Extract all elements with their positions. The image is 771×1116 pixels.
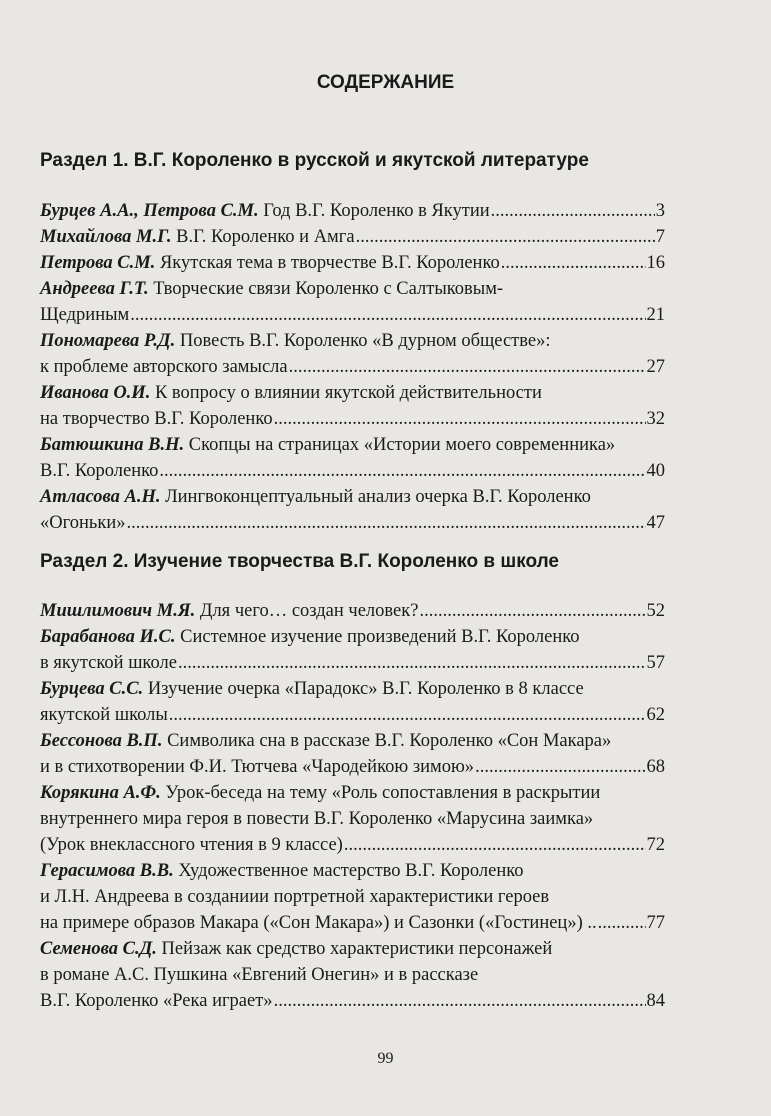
- toc-entry-author: Бессонова В.П.: [40, 731, 163, 751]
- toc-page-number: 52: [646, 601, 665, 621]
- toc-entry-line: [40, 754, 665, 780]
- toc-page-number: 77: [646, 913, 665, 933]
- toc-entry-line: [40, 832, 665, 858]
- toc-entry-line: [40, 702, 665, 728]
- toc-dot-leader: [289, 354, 646, 380]
- toc-page-number: 57: [646, 653, 665, 673]
- toc-entry-title-end: на творчество В.Г. Короленко: [40, 409, 273, 429]
- toc-entry-first-text: [40, 679, 584, 699]
- toc-entry-text-line: [40, 728, 665, 754]
- toc-entry-title: Символика сна в рассказе В.Г. Короленко «Сон Макара»: [162, 731, 612, 751]
- toc-entry-text-line: [40, 328, 665, 354]
- toc-entry-line: [40, 988, 665, 1014]
- toc-entry-title-end: в якутской школе: [40, 653, 177, 673]
- toc-entry-author: Барабанова И.С.: [40, 627, 176, 647]
- toc-entry-title-continued: в романе А.С. Пушкина «Евгений Онегин» и в рассказе: [40, 965, 479, 985]
- section-2-title: Раздел 2. Изучение творчества В.Г. Короленко в школе: [40, 551, 560, 572]
- toc-page-number: 62: [646, 705, 665, 725]
- toc-entry-title: Творческие связи Короленко с Салтыковым-: [148, 279, 504, 299]
- toc-entry-text-line: [40, 936, 665, 962]
- toc-entry-first-text: [40, 383, 542, 403]
- toc-entry-title: Скопцы на страницах «Истории моего современника»: [184, 435, 616, 455]
- toc-entry-title-end: «Огоньки»: [40, 513, 126, 533]
- toc-page-number: 84: [646, 991, 665, 1011]
- toc-entry-line: [40, 198, 665, 224]
- toc-entry-title-end: якутской школы: [40, 705, 168, 725]
- toc-entry-first-text: [40, 487, 591, 507]
- toc-entry-first-text: [40, 224, 355, 250]
- toc-entry-title: Год В.Г. Короленко в Якутии: [258, 201, 490, 221]
- toc-entry-title-continued: и Л.Н. Андреева в созданиии портретной характеристики героев: [40, 887, 550, 907]
- toc-entry-first-text: [40, 731, 611, 751]
- toc-dot-leader: [356, 224, 655, 250]
- toc-dot-leader: [130, 302, 645, 328]
- toc-entry-title: Для чего… создан человек?: [195, 601, 419, 621]
- toc-dot-leader: [169, 702, 646, 728]
- toc-entry-author: Пономарева Р.Д.: [40, 331, 176, 351]
- toc-entry-author: Атласова А.Н.: [40, 487, 161, 507]
- toc-entry-line: [40, 302, 665, 328]
- toc-entry-first-text: [40, 598, 418, 624]
- toc-entry-line: [40, 406, 665, 432]
- toc-entry-first-text: [40, 861, 524, 881]
- toc-entry-title: Якутская тема в творчестве В.Г. Короленко: [155, 253, 500, 273]
- toc-entry-line: [40, 224, 665, 250]
- toc-page-number: 40: [646, 461, 665, 481]
- toc-entry-title: Художественное мастерство В.Г. Короленко: [173, 861, 524, 881]
- toc-entry-first-text: [40, 250, 500, 276]
- toc-entry-author: Бурцев А.А., Петрова С.М.: [40, 201, 259, 221]
- toc-entry-text-line: [40, 884, 665, 910]
- toc-entry-first-text: [40, 783, 600, 803]
- toc-page-number: 72: [646, 835, 665, 855]
- toc-entry-title-continued: внутреннего мира героя в повести В.Г. Короленко «Марусина заимка»: [40, 809, 594, 829]
- toc-entry-line: [40, 458, 665, 484]
- toc-entry-first-text: [40, 627, 580, 647]
- toc-page-number: 21: [646, 305, 665, 325]
- toc-entry-title: Повесть В.Г. Короленко «В дурном обществе»:: [175, 331, 551, 351]
- toc-entry-line: [40, 650, 665, 676]
- toc-entry-author: Корякина А.Ф.: [40, 783, 161, 803]
- toc-entry-text-line: [40, 432, 665, 458]
- toc-entry-text-line: [40, 780, 665, 806]
- toc-entry-title: Лингвоконцептуальный анализ очерка В.Г. Короленко: [160, 487, 591, 507]
- toc-entry-line: [40, 598, 665, 624]
- toc-dot-leader: [178, 650, 646, 676]
- toc-dot-leader: [344, 832, 646, 858]
- toc-entry-line: [40, 510, 665, 536]
- toc-entry-author: Андреева Г.Т.: [40, 279, 149, 299]
- toc-entry-text-line: [40, 962, 665, 988]
- toc-entry-first-text: [40, 939, 552, 959]
- toc-dot-leader: [419, 598, 645, 624]
- toc-entry-author: Михайлова М.Г.: [40, 227, 172, 247]
- toc-entry-title-end: В.Г. Короленко: [40, 461, 159, 481]
- toc-entry-title: К вопросу о влиянии якутской действительности: [150, 383, 542, 403]
- toc-dot-leader: [501, 250, 646, 276]
- toc-entry-title: Изучение очерка «Парадокс» В.Г. Короленко в 8 классе: [143, 679, 584, 699]
- toc-page-number: 7: [655, 227, 665, 247]
- section-1-title: Раздел 1. В.Г. Короленко в русской и якутской литературе: [40, 150, 589, 171]
- toc-entry-title-end: Щедриным: [40, 305, 130, 325]
- toc-entry-title-end: на примере образов Макара («Сон Макара») и Сазонки («Гостинец») ..: [40, 913, 597, 933]
- toc-entry-first-text: [40, 331, 550, 351]
- toc-page-number: 47: [646, 513, 665, 533]
- toc-entry-first-text: [40, 435, 615, 455]
- toc-dot-leader: [274, 406, 646, 432]
- toc-entry-title-end: к проблеме авторского замысла: [40, 357, 288, 377]
- toc-entry-title: Системное изучение произведений В.Г. Короленко: [175, 627, 580, 647]
- page-number: 99: [377, 1050, 394, 1067]
- toc-entry-title-end: и в стихотворении Ф.И. Тютчева «Чародейкою зимою»: [40, 757, 475, 777]
- toc-entry-line: [40, 910, 665, 936]
- toc-entry-author: Батюшкина В.Н.: [40, 435, 185, 455]
- toc-entry-first-text: [40, 198, 490, 224]
- toc-entry-text-line: [40, 624, 665, 650]
- toc-entry-author: Семенова С.Д.: [40, 939, 157, 959]
- toc-entry-title-end: (Урок внеклассного чтения в 9 классе): [40, 835, 343, 855]
- toc-dot-leader: [126, 510, 645, 536]
- toc-page-number: 68: [646, 757, 665, 777]
- toc-dot-leader: [159, 458, 645, 484]
- toc-page-number: 32: [646, 409, 665, 429]
- toc-dot-leader: [491, 198, 655, 224]
- toc-page-number: 3: [655, 201, 665, 221]
- toc-entry-author: Иванова О.И.: [40, 383, 151, 403]
- toc-page-number: 16: [646, 253, 665, 273]
- toc-entry-title: Пейзаж как средство характеристики персонажей: [156, 939, 553, 959]
- toc-dot-leader: [274, 988, 646, 1014]
- toc-entry-author: Бурцева С.С.: [40, 679, 144, 699]
- toc-entry-title: В.Г. Короленко и Амга: [171, 227, 355, 247]
- toc-entry-title: Урок-беседа на тему «Роль сопоставления в раскрытии: [160, 783, 601, 803]
- toc-entry-author: Мишлимович М.Я.: [40, 601, 196, 621]
- toc-entry-author: Петрова С.М.: [40, 253, 156, 273]
- toc-entry-text-line: [40, 380, 665, 406]
- toc-entry-text-line: [40, 276, 665, 302]
- toc-dot-leader: [475, 754, 645, 780]
- toc-entry-text-line: [40, 484, 665, 510]
- toc-entry-text-line: [40, 806, 665, 832]
- page-title: СОДЕРЖАНИЕ: [316, 72, 455, 93]
- toc-entry-line: [40, 250, 665, 276]
- toc-entry-first-text: [40, 279, 503, 299]
- toc-dot-leader: [598, 910, 646, 936]
- toc-page-number: 27: [646, 357, 665, 377]
- toc-entry-title-end: В.Г. Короленко «Река играет»: [40, 991, 273, 1011]
- toc-entry-text-line: [40, 858, 665, 884]
- toc-entry-line: [40, 354, 665, 380]
- toc-entry-text-line: [40, 676, 665, 702]
- toc-entry-author: Герасимова В.В.: [40, 861, 174, 881]
